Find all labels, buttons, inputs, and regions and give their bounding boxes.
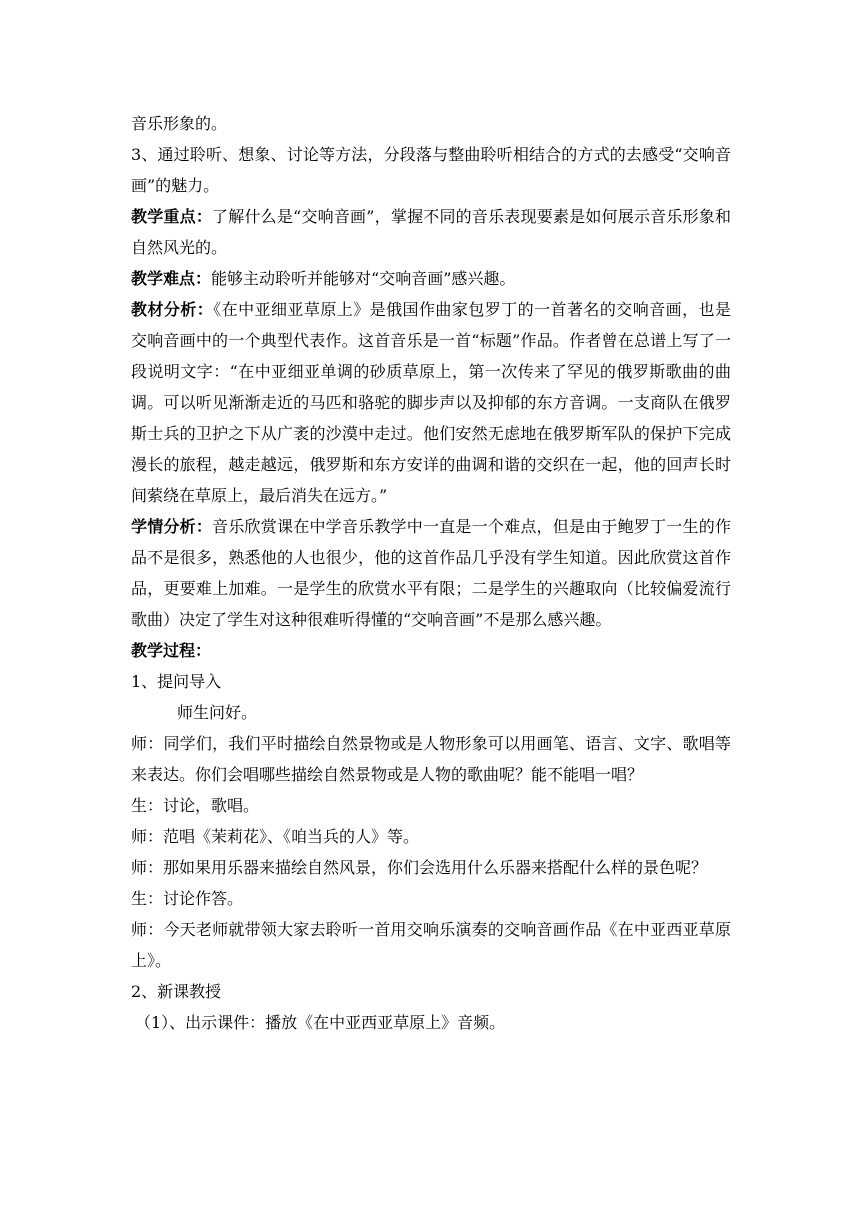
section-label: 教材分析： xyxy=(131,300,214,319)
paragraph-text: 生：讨论作答。 xyxy=(131,889,244,908)
paragraph-teacher-intro xyxy=(131,914,731,976)
paragraph-text: 师：同学们，我们平时描绘自然景物或是人物形象可以用画笔、语言、文字、歌唱等来表达。你们会唱哪些描绘自然景物或是人物的歌曲呢？能不能唱一唱？ xyxy=(131,734,731,784)
paragraph-student-analysis xyxy=(131,511,731,635)
section-label: 教学重点： xyxy=(131,207,213,226)
paragraph-goal-2-tail xyxy=(131,108,731,139)
paragraph-greeting xyxy=(131,697,731,728)
paragraph-text: 音乐形象的。 xyxy=(131,114,228,133)
paragraph-teacher-question xyxy=(131,728,731,790)
paragraph-text: 音乐欣赏课在中学音乐教学中一直是一个难点，但是由于鲍罗丁一生的作品不是很多，熟悉他的人也很少，他的这首作品几乎没有学生知道。因此欣赏这首作品，更要难上加难。一是学生的欣赏水平有限；二是学生的兴趣取向（比较偏爱流行歌曲）决定了学生对这种很难听得懂的“交响音画”不是那么感兴趣。 xyxy=(131,517,731,629)
paragraph-teaching-difficulty xyxy=(131,263,731,294)
paragraph-step-2-1 xyxy=(131,1007,731,1038)
paragraph-text: 生：讨论，歌唱。 xyxy=(131,796,260,815)
paragraph-text: 师生问好。 xyxy=(177,703,258,722)
paragraph-text: 师：范唱《茉莉花》、《咱当兵的人》等。 xyxy=(131,827,420,846)
paragraph-text: 《在中亚细亚草原上》是俄国作曲家包罗丁的一首著名的交响音画，也是交响音画中的一个典型代表作。这首音乐是一首“标题”作品。作者曾在总谱上写了一段说明文字：“在中亚细亚单调的砂质草原上，第一次传来了罕见的俄罗斯歌曲的曲调。可以听见渐渐走近的马匹和骆驼的脚步声以及抑郁的东方音调。一支商队在俄罗斯士兵的卫护之下从广袤的沙漠中走过。他们安然无虑地在俄罗斯军队的保护下完成漫长的旅程，越走越远，俄罗斯和东方安详的曲调和谐的交织在一起，他的回声长时间萦绕在草原上，最后消失在远方。” xyxy=(131,300,731,505)
paragraph-student-answer xyxy=(131,883,731,914)
section-label: 教学难点： xyxy=(131,269,212,288)
paragraph-text: 师：今天老师就带领大家去聆听一首用交响乐演奏的交响音画作品《在中亚西亚草原上》。 xyxy=(131,920,731,970)
paragraph-text: 2、新课教授 xyxy=(131,982,222,1001)
section-label: 教学过程： xyxy=(131,641,212,660)
paragraph-step-1-heading xyxy=(131,666,731,697)
paragraph-text: 1、提问导入 xyxy=(131,672,222,691)
paragraph-text: 3、通过聆听、想象、讨论等方法，分段落与整曲聆听相结合的方式的去感受“交响音画”的魅力。 xyxy=(131,145,731,195)
paragraph-text: 了解什么是“交响音画”，掌握不同的音乐表现要素是如何展示音乐形象和自然风光的。 xyxy=(131,207,731,257)
document-body xyxy=(131,108,731,1038)
paragraph-text: 师：那如果用乐器来描绘自然风景，你们会选用什么乐器来搭配什么样的景色呢？ xyxy=(131,858,708,877)
paragraph-teaching-process-heading xyxy=(131,635,731,666)
paragraph-teacher-sing xyxy=(131,821,731,852)
paragraph-step-2-heading xyxy=(131,976,731,1007)
paragraph-goal-3 xyxy=(131,139,731,201)
paragraph-student-discuss-sing xyxy=(131,790,731,821)
paragraph-teacher-instrument-question xyxy=(131,852,731,883)
paragraph-material-analysis xyxy=(131,294,731,511)
section-label: 学情分析： xyxy=(131,517,213,536)
paragraph-text: 能够主动聆听并能够对“交响音画”感兴趣。 xyxy=(211,269,516,288)
paragraph-teaching-focus xyxy=(131,201,731,263)
paragraph-text: （1）、出示课件：播放《在中亚西亚草原上》音频。 xyxy=(135,1013,506,1032)
